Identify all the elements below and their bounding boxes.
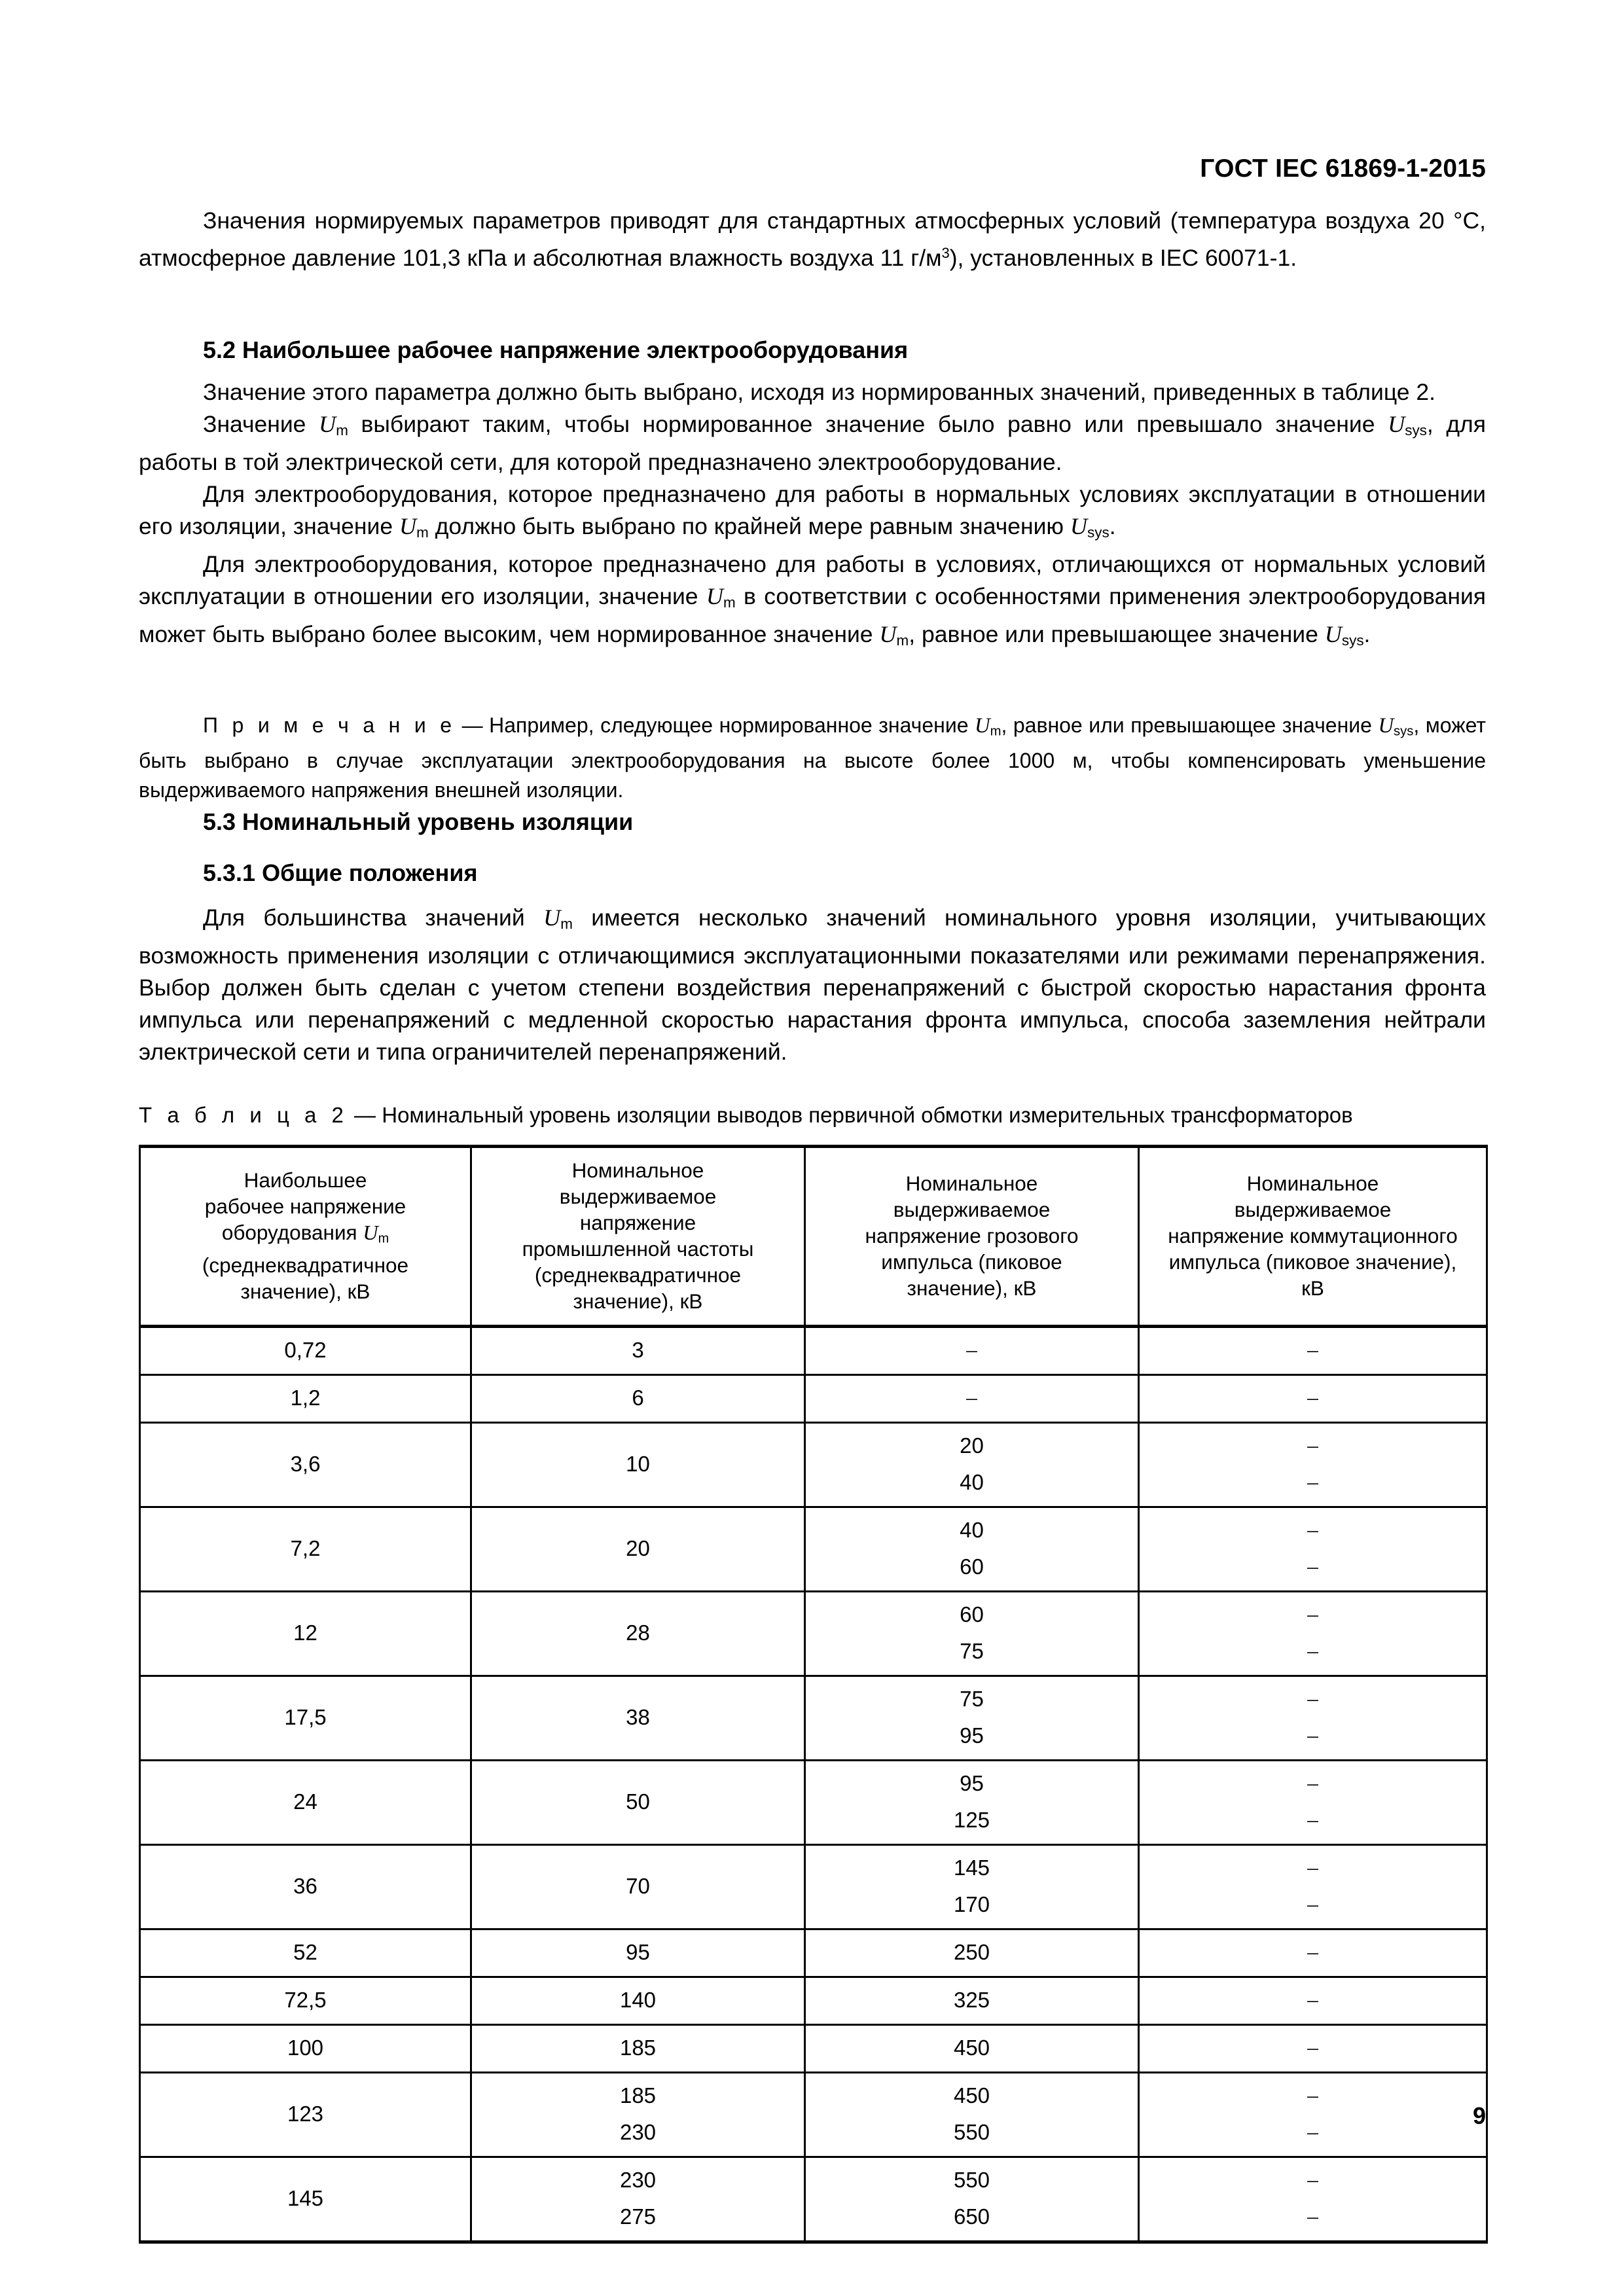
cell-value: 38 [626, 1705, 650, 1729]
superscript-3: 3 [941, 245, 950, 261]
cell-power-frequency-withstand [471, 1507, 805, 1592]
cell-power-frequency-withstand [471, 1929, 805, 1977]
symbol-um: $U_m$ [975, 714, 1001, 739]
cell-value: – [1307, 1808, 1318, 1832]
cell-switching-impulse-withstand [1139, 1676, 1487, 1761]
cell-switching-impulse-withstand [1139, 1845, 1487, 1929]
cell-value: 123 [287, 2102, 324, 2126]
header-line: выдерживаемое [559, 1185, 717, 1208]
cell-power-frequency-withstand [471, 2025, 805, 2073]
subscript-m: m [990, 724, 1001, 739]
cell-highest-voltage [140, 1676, 471, 1761]
cell-highest-voltage [140, 1761, 471, 1845]
symbol-um: $U_m$ [543, 905, 573, 932]
cell-value: 125 [953, 1808, 990, 1832]
cell-value: 3 [632, 1338, 644, 1362]
cell-value: 3,6 [290, 1452, 321, 1476]
symbol-um: $U_m$ [399, 512, 429, 541]
cell-value: – [1307, 1471, 1318, 1494]
cell-value: 1,2 [290, 1386, 321, 1410]
cell-value: 50 [626, 1789, 650, 1814]
cell-value: – [1307, 1640, 1318, 1663]
symbol-usys: $U_{sys}$ [1324, 620, 1364, 649]
cell-lightning-impulse-withstand [805, 2025, 1139, 2073]
cell-value: 170 [953, 1892, 990, 1916]
cell-power-frequency-withstand [471, 1375, 805, 1423]
cell-highest-voltage [140, 1845, 471, 1929]
cell-value: 95 [960, 1723, 984, 1748]
header-line: импульса (пиковое значение), [1168, 1250, 1457, 1274]
cell-value: 24 [293, 1789, 317, 1814]
cell-value: 40 [960, 1518, 984, 1542]
cell-switching-impulse-withstand [1139, 1327, 1487, 1375]
cell-value: 185 [619, 2036, 657, 2060]
header-line: (среднеквадратичное [202, 1253, 409, 1277]
cell-switching-impulse-withstand [1139, 1761, 1487, 1845]
cell-value: 275 [619, 2204, 657, 2229]
cell-highest-voltage [140, 1977, 471, 2025]
cell-highest-voltage [140, 1375, 471, 1423]
cell-value: 100 [287, 2036, 324, 2060]
cell-value: 20 [960, 1433, 984, 1458]
cell-value: 60 [960, 1602, 984, 1626]
cell-highest-voltage [140, 1327, 471, 1375]
section-5-2-body [139, 376, 1486, 656]
cell-value: 6 [632, 1386, 644, 1410]
cell-value: 72,5 [284, 1988, 327, 2012]
cell-lightning-impulse-withstand [805, 1977, 1139, 2025]
symbol-um: $U_m$ [706, 583, 736, 611]
cell-value: 450 [953, 2083, 990, 2108]
cell-value: 36 [293, 1874, 317, 1898]
header-line: значение), кВ [573, 1289, 703, 1313]
cell-value: 75 [960, 1639, 984, 1663]
cell-value: 17,5 [284, 1705, 327, 1729]
cell-power-frequency-withstand [471, 1761, 805, 1845]
header-line: кВ [1301, 1276, 1324, 1300]
table-header-row [140, 1147, 1487, 1327]
heading-5-2: 5.2 Наибольшее рабочее напряжение электрооборудования [203, 336, 909, 363]
cell-lightning-impulse-withstand [805, 1507, 1139, 1592]
symbol-um: $U_m$ [319, 411, 348, 439]
subscript-sys: sys [1087, 524, 1110, 541]
cell-value: 250 [953, 1940, 990, 1964]
cell-switching-impulse-withstand [1139, 1375, 1487, 1423]
cell-power-frequency-withstand [471, 1423, 805, 1507]
paragraph-5-2-1: Значение этого параметра должно быть выбрано, исходя из нормированных значений, приведенных в таблице 2. [203, 379, 1435, 405]
cell-switching-impulse-withstand [1139, 1977, 1487, 2025]
cell-value: 140 [619, 1988, 657, 2012]
cell-power-frequency-withstand [471, 1592, 805, 1676]
cell-value: 230 [619, 2120, 657, 2144]
header-line: напряжение грозового [865, 1224, 1079, 1247]
cell-value: 28 [626, 1621, 650, 1645]
text-fragment: , может быть выбрано в случае эксплуатации электрооборудования на высоте более 1000 м, чтобы компенсировать уменьшение выдерживаемого напряжения внешней изоляции. [139, 713, 1487, 802]
cell-switching-impulse-withstand [1139, 2157, 1487, 2242]
table-row [140, 2157, 1487, 2242]
table-row [140, 1507, 1487, 1592]
header-line: Наибольшее [244, 1168, 367, 1193]
cell-switching-impulse-withstand [1139, 1592, 1487, 1676]
cell-value: – [1307, 1434, 1318, 1458]
text-fragment: . [1363, 620, 1371, 647]
cell-value: 40 [960, 1470, 984, 1494]
cell-value: – [1307, 2036, 1318, 2060]
cell-value: – [1307, 2121, 1318, 2144]
header-line: значение), кВ [907, 1276, 1037, 1300]
table-row [140, 1845, 1487, 1929]
cell-lightning-impulse-withstand [805, 1327, 1139, 1375]
header-line: рабочее напряжение [204, 1194, 406, 1219]
cell-switching-impulse-withstand [1139, 1929, 1487, 1977]
cell-value: – [1307, 1941, 1318, 1964]
cell-lightning-impulse-withstand [805, 1845, 1139, 1929]
cell-value: – [1307, 2168, 1318, 2192]
cell-highest-voltage [140, 1929, 471, 1977]
subscript-m: m [378, 1231, 389, 1246]
cell-value: – [1307, 1856, 1318, 1880]
cell-value: – [1307, 1338, 1318, 1362]
symbol-um: $U_m$ [879, 620, 909, 649]
text-fragment: имеется несколько значений номинального уровня изоляции, учитывающих возможность применения изоляции с отличающимися эксплуатационными показателями или режимами перенапряжения. Выбор должен быть сделан с учетом степени воздействия перенапряжений с быстрой скоростью нарастания фронта импульса или перенапряжений с медленной скоростью нарастания фронта импульса, способа заземления нейтрали электрической сети и типа ограничителей перенапряжений. [139, 905, 1486, 1065]
cell-lightning-impulse-withstand [805, 2157, 1139, 2242]
intro-paragraph-block [139, 205, 1486, 274]
paragraph-intro: Значения нормируемых параметров приводят для стандартных атмосферных условий (температура воздуха 20 °C, атмосферное давление 101,3 кПа и абсолютная влажность воздуха 11 $г/м^3$), установленных в IEC 60071-1. [139, 207, 1486, 272]
column-header-switching-impulse [1139, 1147, 1487, 1327]
cell-value: – [1307, 1893, 1318, 1916]
table-row [140, 1327, 1487, 1375]
cell-lightning-impulse-withstand [805, 1375, 1139, 1423]
paragraph-5-3-1 [139, 902, 1486, 1068]
table-caption [139, 1102, 1486, 1128]
symbol-usys: $U_{sys}$ [1070, 512, 1110, 541]
cell-value: – [1307, 1603, 1318, 1626]
table-row [140, 1375, 1487, 1423]
cell-value: 550 [953, 2120, 990, 2144]
cell-value: 550 [953, 2168, 990, 2192]
cell-value: 185 [619, 2083, 657, 2108]
cell-lightning-impulse-withstand [805, 1761, 1139, 1845]
header-line: Номинальное [1246, 1172, 1379, 1195]
table-row [140, 2025, 1487, 2073]
subscript-m: m [336, 422, 348, 439]
subscript-m: m [416, 524, 429, 541]
cell-lightning-impulse-withstand [805, 1592, 1139, 1676]
cell-value: – [1307, 1687, 1318, 1711]
cell-value: 10 [626, 1452, 650, 1476]
text-fragment: выбирают таким, чтобы нормированное значение было равно или превышало значение [348, 411, 1388, 437]
cell-value: 75 [960, 1687, 984, 1711]
cell-value: 20 [626, 1536, 650, 1560]
cell-value: 0,72 [284, 1338, 327, 1362]
cell-lightning-impulse-withstand [805, 1929, 1139, 1977]
header-line: выдерживаемое [893, 1198, 1051, 1221]
table-row [140, 1929, 1487, 1977]
table-head [140, 1147, 1487, 1327]
cell-value: 70 [626, 1874, 650, 1898]
header-line: напряжение [579, 1211, 696, 1234]
table-caption-title: Номинальный уровень изоляции выводов первичной обмотки измерительных трансформаторов [382, 1103, 1353, 1127]
cell-value: 95 [960, 1771, 984, 1795]
cell-power-frequency-withstand [471, 2157, 805, 2242]
cell-value: – [1307, 1518, 1318, 1542]
cell-value: 325 [953, 1988, 990, 2012]
table-label: Т а б л и ц а 2 [139, 1103, 348, 1127]
header-line: импульса (пиковое [881, 1250, 1062, 1274]
symbol-usys: $U_{sys}$ [1378, 714, 1414, 739]
cell-value: – [1307, 1555, 1318, 1579]
table-row [140, 1423, 1487, 1507]
text-fragment: , для работы в той электрической сети, для которой предназначено электрооборудование. [139, 411, 1486, 475]
header-line: Номинальное [905, 1172, 1038, 1195]
cell-value: – [1307, 2205, 1318, 2229]
text-fragment: должно быть выбрано по крайней мере равным значению [428, 512, 1070, 539]
cell-value: 12 [293, 1621, 317, 1645]
cell-highest-voltage [140, 2157, 471, 2242]
cell-switching-impulse-withstand [1139, 1507, 1487, 1592]
subscript-m: m [896, 632, 909, 649]
cell-highest-voltage [140, 1423, 471, 1507]
cell-highest-voltage [140, 1592, 471, 1676]
subscript-sys: sys [1394, 724, 1414, 739]
table-row [140, 1761, 1487, 1845]
cell-value: 145 [953, 1856, 990, 1880]
cell-power-frequency-withstand [471, 1676, 805, 1761]
text-fragment: Значение [203, 411, 319, 437]
paragraph-5-2-4 [139, 548, 1486, 656]
cell-switching-impulse-withstand [1139, 2025, 1487, 2073]
table-2-wrapper [139, 1145, 1486, 2244]
cell-value: 52 [293, 1940, 317, 1964]
subscript-m: m [560, 915, 573, 932]
cell-value: 450 [953, 2036, 990, 2060]
text-fragment: , равное или превышающее значение [1001, 713, 1379, 737]
cell-value: 7,2 [290, 1536, 321, 1560]
paragraph-note [139, 711, 1486, 805]
cell-highest-voltage [140, 1507, 471, 1592]
text-fragment: в соответствии с особенностями применения электрооборудования может быть выбрано более высоким, чем нормированное значение [139, 583, 1487, 647]
column-header-power-frequency [471, 1147, 805, 1327]
cell-value: – [1307, 2084, 1318, 2108]
cell-value: – [966, 1386, 977, 1410]
paragraph-5-2-2 [139, 408, 1486, 478]
cell-highest-voltage [140, 2025, 471, 2073]
subscript-m: m [723, 594, 736, 611]
heading-5-3: 5.3 Номинальный уровень изоляции [203, 808, 634, 835]
symbol-usys: $U_{sys}$ [1388, 411, 1427, 439]
section-5-3-1-body [139, 902, 1486, 1068]
text-fragment: , равное или превышающее значение [909, 620, 1325, 647]
note-label: П р и м е ч а н и е [203, 713, 456, 737]
cell-power-frequency-withstand [471, 1845, 805, 1929]
table-2 [139, 1145, 1488, 2244]
text-fragment: Для электрооборудования, которое предназначено для работы в нормальных условиях эксплуатации в отношении его изоляции, значение [139, 480, 1486, 539]
header-line: напряжение коммутационного [1168, 1224, 1458, 1247]
header-line: выдерживаемое [1234, 1198, 1392, 1221]
header-line: (среднеквадратичное [534, 1263, 742, 1287]
table-row [140, 1676, 1487, 1761]
text-fragment: Для электрооборудования, которое предназначено для работы в условиях, отличающихся от нормальных условий эксплуатации в отношении его изоляции, значение [139, 550, 1486, 609]
cell-power-frequency-withstand [471, 1327, 805, 1375]
header-line: оборудования [221, 1221, 363, 1245]
cell-value: 650 [953, 2204, 990, 2229]
table-row [140, 1977, 1487, 2025]
cell-value: – [1307, 1724, 1318, 1748]
paragraph-5-2-3 [139, 478, 1486, 548]
subscript-sys: sys [1341, 632, 1364, 649]
subscript-sys: sys [1405, 422, 1427, 439]
cell-switching-impulse-withstand [1139, 1423, 1487, 1507]
table-caption-dash: — [348, 1103, 382, 1127]
cell-power-frequency-withstand [471, 1977, 805, 2025]
heading-5-3-1: 5.3.1 Общие положения [203, 859, 478, 886]
header-line: значение), кВ [240, 1279, 370, 1303]
cell-lightning-impulse-withstand [805, 1423, 1139, 1507]
note-block [139, 711, 1486, 805]
document-header [139, 155, 1486, 183]
table-row [140, 1592, 1487, 1676]
header-line: Номинальное [571, 1158, 704, 1182]
cell-value: – [1307, 1988, 1318, 2012]
page-number: 9 [1472, 2102, 1486, 2129]
text-fragment: . [1109, 512, 1116, 539]
cell-value: 95 [626, 1940, 650, 1964]
cell-value: 145 [287, 2186, 324, 2210]
cell-value: 230 [619, 2168, 657, 2192]
cell-value: – [1307, 1772, 1318, 1795]
cell-lightning-impulse-withstand [805, 1676, 1139, 1761]
cell-value: – [1307, 1386, 1318, 1410]
document-standard-number: ГОСТ IEC 61869-1-2015 [1200, 154, 1486, 183]
text-fragment: — Например, следующее нормированное значение [456, 713, 975, 737]
cell-value: – [966, 1338, 977, 1362]
symbol-um: $U_m$ [363, 1221, 389, 1246]
header-line: промышленной частоты [522, 1237, 754, 1261]
cell-value: 60 [960, 1554, 984, 1579]
text-fragment: Для большинства значений [203, 905, 544, 931]
column-header-lightning-impulse [805, 1147, 1139, 1327]
column-header-um [140, 1147, 471, 1327]
